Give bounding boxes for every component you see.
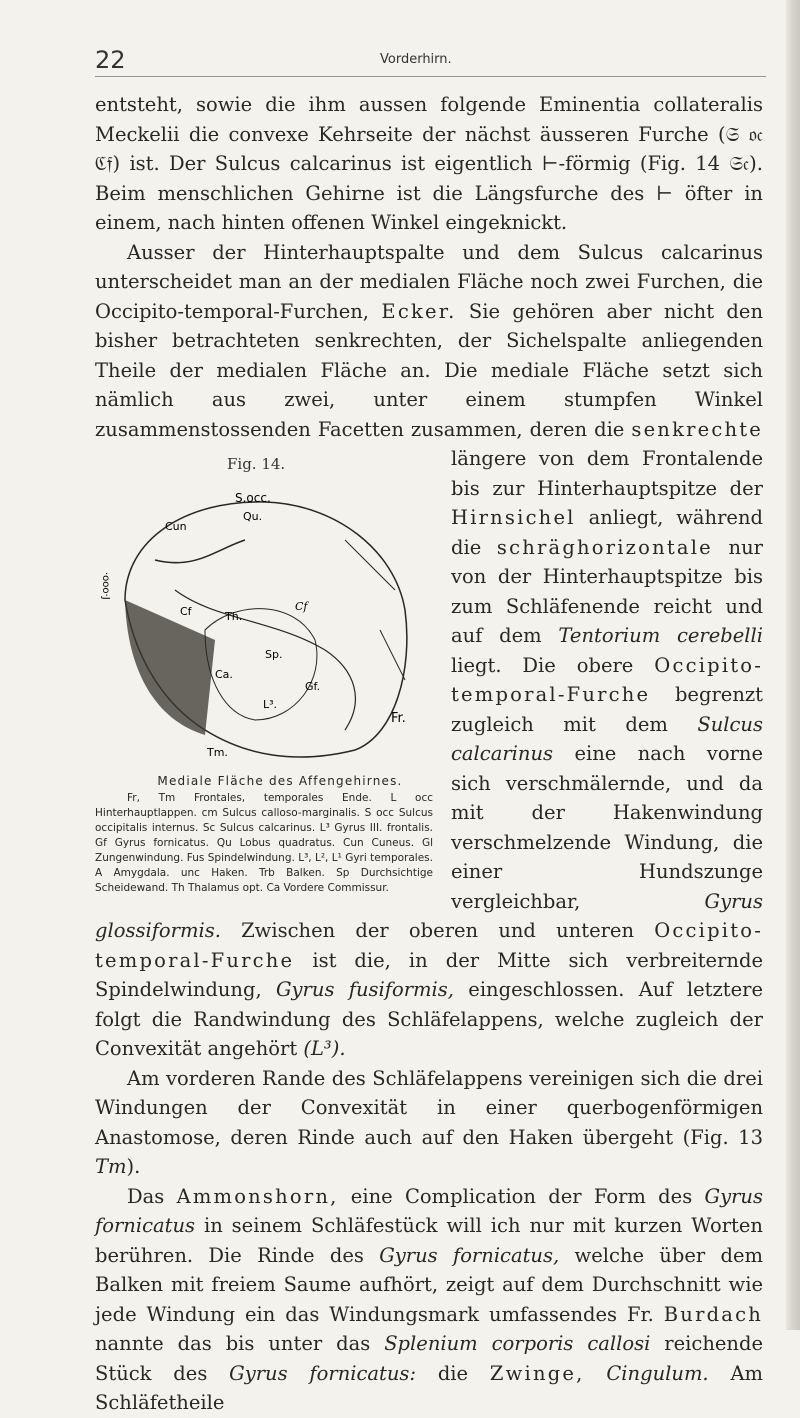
page-number: 22 [95,46,126,74]
label-cf-top: Cf [295,600,308,613]
page-edge [786,0,800,1330]
label-qu: Qu. [243,510,263,523]
occipital-hatching [125,600,215,735]
label-l3: L³. [263,698,278,711]
label-th: Th. [225,610,243,623]
sulcus-calcarinus [155,540,245,563]
label-fr: Fr. [391,711,406,726]
paragraph-1: entsteht, sowie die ihm aussen folgende Eminentia collateralis Meckelii die convexe Kehrseite der nächst äusseren Furche (𝔖 𝔬𝔠 ℭ𝔣) ist. Der Sulcus calcarinus ist eigentlich ⊢-förmig (Fig. 14 𝔖𝔠). Beim menschlichen Gehirne ist die Längsfurche des ⊢ öfter in einem, nach hinten offenen Winkel eingeknickt. [95,93,763,234]
figure-14 [95,450,433,894]
label-cf-left: Cf [180,605,192,618]
brain-medial-illustration [95,480,425,770]
label-gf: Gf. [305,680,321,693]
header-rule [95,76,766,77]
running-title: Vorderhirn. [380,52,452,67]
body-text [95,90,763,1418]
label-tm: Tm. [207,746,228,759]
caption-title: Mediale Fläche des Affengehirnes. [157,774,403,788]
frontal-edge [345,540,405,680]
label-side: ·ooo·J [100,572,111,600]
label-socc: S.occ. [235,491,271,505]
inner-outline [205,609,317,720]
label-cun: Cun [165,520,187,533]
label-ca: Ca. [215,668,233,681]
figure-caption [95,774,433,896]
figure-label: Fig. 14. [227,455,286,473]
paragraph-4: Das Ammonshorn, eine Complication der Form des Gyrus fornicatus in seinem Schläfestück will ich nur mit kurzen Worten berühren. Die Rinde des Gyrus fornicatus, welche über dem Balken mit freiem Saume aufhört, zeigt auf dem Durchschnitt wie jede Windung ein das Windungsmark umfassendes Fr. Burdach nannte das bis unter das Splenium corporis callosi reichende Stück des Gyrus fornicatus: die Zwinge, Cingulum. Am Schläfetheile [95,1184,764,1414]
paragraph-3: Am vorderen Rande des Schläfelappens vereinigen sich die drei Windungen der Convexität in einer querbogenförmigen Anastomose, deren Rinde auch auf den Haken übergeht (Fig. 13 Tm). [95,1066,763,1178]
caption-body: Fr, Tm Frontales, temporales Ende. L occ Hinterhauptlappen. cm Sulcus calloso-marginalis. S occ Sulcus occipitalis internus. Sc Sulcus calcarinus. L³ Gyrus III. frontalis. Gf Gyrus fornicatus. Qu Lobus quadratus. Cun Cuneus. Gl Zungenwindung. Fus Spindelwindung. L³, L², L¹ Gyri temporales. A Amygdala. unc Haken. Trb Balken. Sp Durchsichtige Scheidewand. Th Thalamus opt. Ca Vordere Commissur. [95,792,433,894]
label-sp: Sp. [265,648,283,661]
paragraph-2: Ausser der Hinterhauptspalte und dem Sulcus calcarinus unterscheidet man an der medialen Fläche noch zwei Furchen, die Occipito-temporal-Furchen, Ecker. Sie gehören aber nicht den bisher betrachteten senkrechten, der Sichelspalte anliegenden Theile der medialen Fläche an. Die mediale Fläche setzt sich nämlich aus zwei, unter einem stumpfen Winkel zusammenstossenden Facetten zusammen, deren die Fig. 14. S.occ. Qu. Cun Cf Cf Th. Sp. Ca. Gf. L³. Tm. Fr. ·ooo·J Mediale Fläche des Affengehirnes. Fr, Tm Frontales, temporales Ende. L occ Hinterhauptlappen. cm Sulcus calloso-marginalis. S occ Sulcus occipitalis internus. Sc Sulcus calcarinus. L³ Gyrus III. frontalis. Gf Gyrus fornicatus. Qu Lobus quadratus. Cun Cuneus. Gl Zungenwindung. Fus Spindelwindung. L³, L², L¹ Gyri temporales. A Amygdala. unc Haken. Trb Balken. Sp Durchsichtige Scheidewand. Th Thalamus opt. Ca Vordere Commissur. senkrechte längere von dem Frontalende bis zur Hinterhauptspitze der Hirnsichel anliegt, während die schräghorizontale nur von der Hinterhauptspitze bis zum Schläfenende reicht und auf dem Tentorium cerebelli liegt. Die obere Occipito-temporal-Furche begrenzt zugleich mit dem Sulcus calcarinus eine nach vorne sich verschmälernde, und da mit der Hakenwindung verschmelzende Windung, die einer Hundszunge vergleichbar, Gyrus glossiformis. Zwischen der oberen und unteren Occipito-temporal-Furche ist die, in der Mitte sich verbreiternde Spindelwindung, Gyrus fusiformis, eingeschlossen. Auf letztere folgt die Randwindung des Schläfelappens, welche zugleich der Convexität angehört (L³). [95,240,764,1060]
